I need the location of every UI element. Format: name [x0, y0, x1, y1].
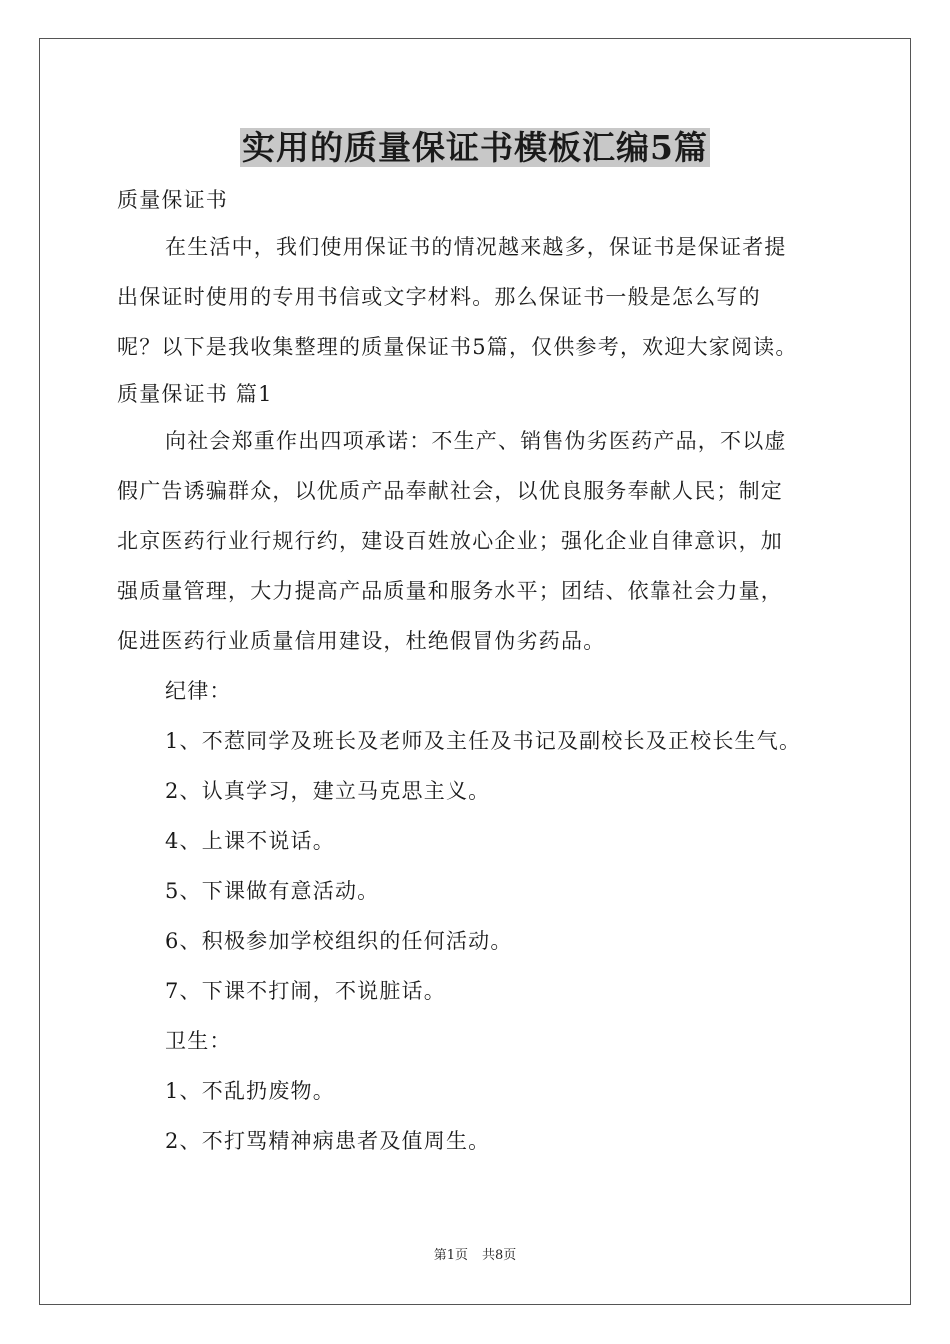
list-item: 1、不惹同学及班长及老师及主任及书记及副校长及正校长生气。	[165, 729, 802, 753]
subheading-discipline: 纪律：	[165, 679, 232, 703]
subheading-hygiene: 卫生：	[165, 1029, 232, 1053]
paragraph-line: 向社会郑重作出四项承诺：不生产、销售伪劣医药产品，不以虚	[165, 429, 787, 453]
page-total: 共8页	[482, 1248, 517, 1263]
paragraph-line: 呢？以下是我收集整理的质量保证书5篇，仅供参考，欢迎大家阅读。	[117, 335, 798, 359]
document-title-text: 实用的质量保证书模板汇编5篇	[242, 128, 708, 167]
list-item: 5、下课做有意活动。	[165, 879, 380, 903]
paragraph-line: 强质量管理，大力提高产品质量和服务水平；团结、依靠社会力量，	[117, 579, 783, 603]
list-item: 4、上课不说话。	[165, 829, 335, 853]
list-item: 1、不乱扔废物。	[165, 1079, 335, 1103]
list-item: 6、积极参加学校组织的任何活动。	[165, 929, 513, 953]
page-footer	[0, 1247, 950, 1265]
paragraph-line: 出保证时使用的专用书信或文字材料。那么保证书一般是怎么写的	[117, 285, 761, 309]
section-heading: 质量保证书	[117, 188, 228, 212]
list-item: 7、下课不打闹，不说脏话。	[165, 979, 446, 1003]
list-item: 2、不打骂精神病患者及值周生。	[165, 1129, 491, 1153]
page-number: 第1页	[433, 1248, 468, 1263]
paragraph-line: 在生活中，我们使用保证书的情况越来越多，保证书是保证者提	[165, 235, 787, 259]
list-item: 2、认真学习，建立马克思主义。	[165, 779, 491, 803]
paragraph-line: 促进医药行业质量信用建设，杜绝假冒伪劣药品。	[117, 629, 606, 653]
paragraph-line: 假广告诱骗群众，以优质产品奉献社会，以优良服务奉献人民；制定	[117, 479, 783, 503]
document-title	[0, 126, 950, 170]
section-heading: 质量保证书 篇1	[117, 382, 273, 406]
document-body	[117, 178, 852, 1166]
paragraph-line: 北京医药行业行规行约，建设百姓放心企业；强化企业自律意识，加	[117, 529, 783, 553]
